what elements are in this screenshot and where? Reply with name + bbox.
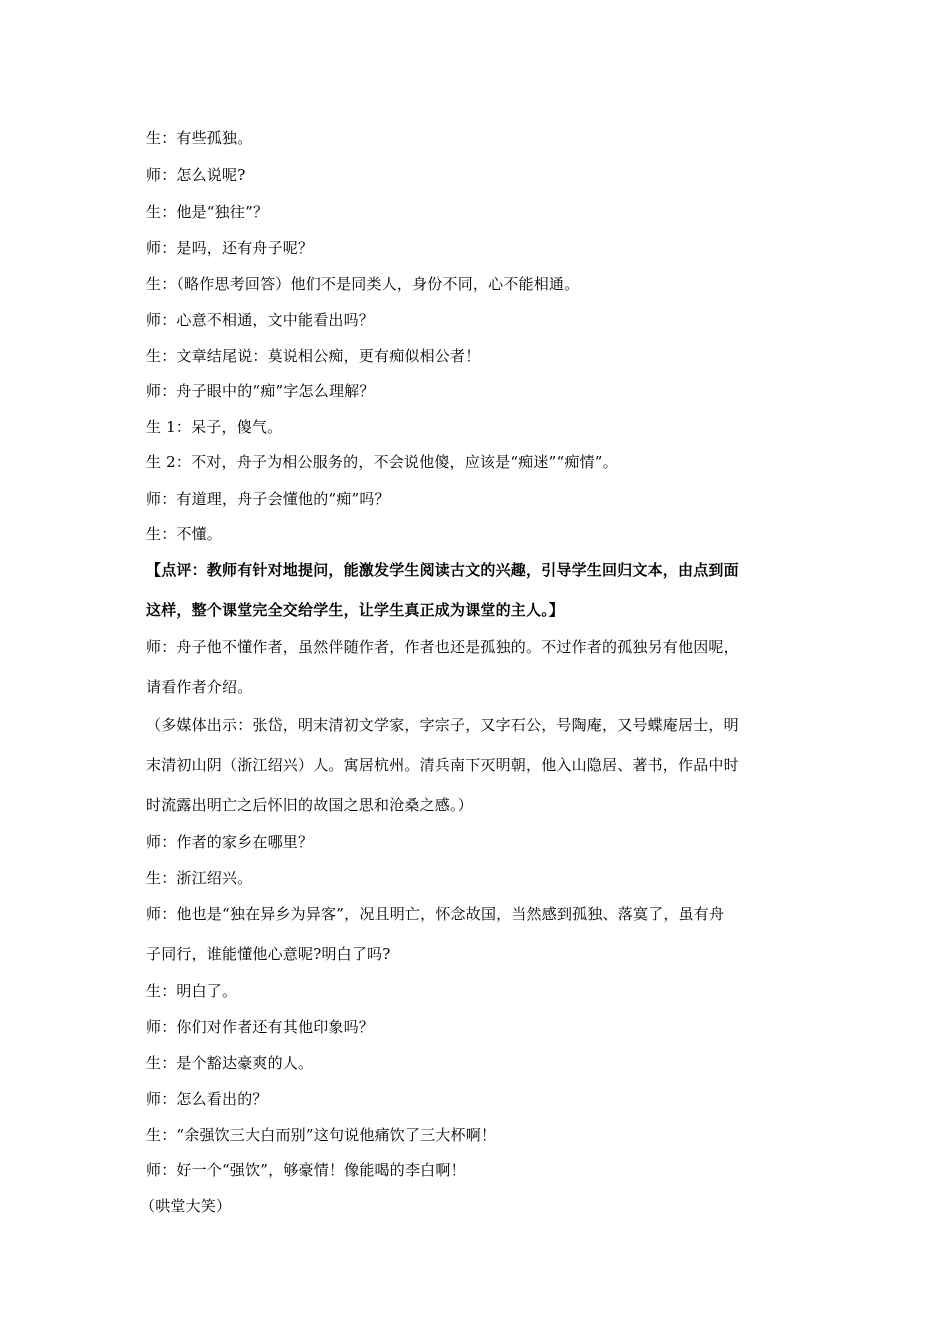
text-line: 师：舟子他不懂作者，虽然伴随作者，作者也还是孤独的。不过作者的孤独另有他因呢， [146,638,739,656]
text-line: 师：心意不相通，文中能看出吗？ [146,311,375,329]
commentary-line: 这样，整个课堂完全交给学生，让学生真正成为课堂的主人。】 [146,601,565,619]
text-line: 师：有道理，舟子会懂他的“痴”吗？ [146,490,390,508]
text-line: 生：明白了。 [146,982,238,1000]
text-line: 生：文章结尾说：莫说相公痴，更有痴似相公者！ [146,347,481,365]
commentary-line: 【点评：教师有针对地提问，能激发学生阅读古文的兴趣，引导学生回归文本，由点到面 [146,561,739,579]
text-line: 末清初山阴（浙江绍兴）人。寓居杭州。清兵南下灭明朝，他入山隐居、著书，作品中时 [146,756,739,774]
text-line: 生：是个豁达豪爽的人。 [146,1054,314,1072]
text-line: 生：有些孤独。 [146,129,253,147]
text-line: 生：浙江绍兴。 [146,869,253,887]
text-line: 师：作者的家乡在哪里？ [146,833,314,851]
text-line: 师：舟子眼中的“痴”字怎么理解？ [146,382,375,400]
text-line: 子同行，谁能懂他心意呢?明白了吗? [146,945,391,963]
text-line: 生：“余强饮三大白而别”这句说他痛饮了三大杯啊！ [146,1126,497,1144]
text-line: 师：他也是“独在异乡为异客”，况且明亡，怀念故国，当然感到孤独、落寞了，虽有舟 [146,905,725,923]
text-line: （多媒体出示：张岱，明末清初文学家，字宗子，又字石公，号陶庵，又号蝶庵居士，明 [146,716,739,734]
text-line: 师：怎么说呢? [146,166,246,184]
text-line: 生 1：呆子，傻气。 [146,418,283,436]
text-line: 师：怎么看出的？ [146,1090,268,1108]
text-line: 请看作者介绍。 [146,678,253,696]
text-line: 生：不懂。 [146,525,223,543]
text-line: 师：你们对作者还有其他印象吗？ [146,1018,375,1036]
text-line: 时流露出明亡之后怀旧的故国之思和沧桑之感。） [146,796,473,814]
text-line: （哄堂大笑） [140,1197,232,1215]
text-line: 生：他是“独往”？ [146,203,269,221]
text-line: 生：（略作思考回答）他们不是同类人，身份不同，心不能相通。 [146,275,580,293]
text-line: 师：是吗，还有舟子呢？ [146,239,314,257]
text-line: 生 2：不对，舟子为相公服务的，不会说他傻，应该是“痴迷”“痴情”。 [146,453,618,471]
text-line: 师：好一个“强饮”，够豪情！像能喝的李白啊！ [146,1161,466,1179]
